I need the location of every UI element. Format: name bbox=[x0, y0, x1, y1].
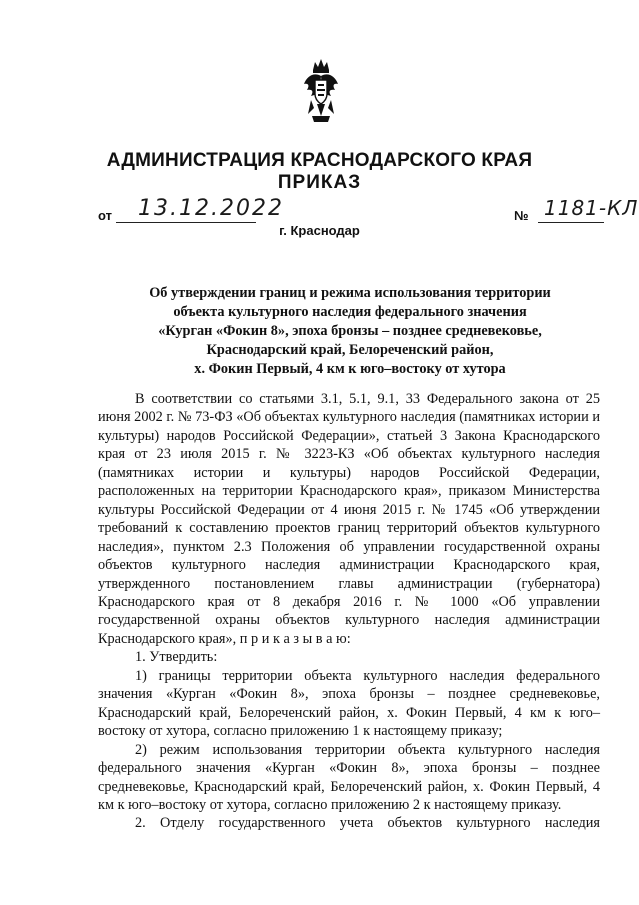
number-underline bbox=[538, 222, 604, 223]
title-line: Краснодарский край, Белореченский район, bbox=[206, 342, 494, 358]
date-prefix: от bbox=[98, 208, 112, 223]
clause-1-1: 1) границы территории объекта культурного наследия федерального значения «Курган «Фокин 8», эпоха бронзы – позднее средневековье, Краснодарский край, Белореченский район, х. Фокин Первый, 4 км к юго–востоку от хутора, согласно приложению 1 к настоящему приказу; bbox=[98, 667, 600, 740]
document-body bbox=[98, 390, 600, 833]
title-line: Об утверждении границ и режима использования территории bbox=[149, 285, 551, 301]
title-line: объекта культурного наследия федерального значения bbox=[173, 304, 527, 320]
clause-1-heading: 1. Утвердить: bbox=[135, 649, 218, 666]
handwritten-number: 1181-КЛ bbox=[544, 196, 639, 220]
handwritten-date: 13.12.2022 bbox=[138, 196, 284, 221]
title-line: «Курган «Фокин 8», эпоха бронзы – позднее средневековье, bbox=[158, 323, 542, 339]
organization-name: АДМИНИСТРАЦИЯ КРАСНОДАРСКОГО КРАЯ bbox=[106, 150, 533, 171]
city-line: г. Краснодар bbox=[279, 223, 360, 238]
coat-of-arms-icon bbox=[302, 56, 340, 126]
preamble-paragraph: В соответствии со статьями 3.1, 5.1, 9.1, 33 Федерального закона от 25 июня 2002 г. № 73-ФЗ «Об объектах культурного наследия (памятниках истории и культуры) народов Российской Федерации», статьей 3 Закона Краснодарского края от 23 июля 2015 г. № 3223-КЗ «Об объектах культурного наследия (памятниках истории и культуры) народов Российской Федерации, расположенных на территории Краснодарского края», приказом Министерства культуры Российской Федерации от 4 июня 2015 г. № 1745 «Об утверждении требований к составлению проектов границ территорий объектов культурного наследия», пунктом 2.3 Положения об управлении государственной охраны объектов культурного наследия администрации Краснодарского края, утвержденного постановлением главы администрации (губернатора) Краснодарского края от 8 декабря 2016 г. № 1000 «Об управлении государственной охраны объектов культурного наследия администрации Краснодарского края», п р и к а з ы в а ю: bbox=[98, 391, 600, 647]
number-prefix: № bbox=[514, 208, 529, 223]
document-title bbox=[100, 284, 600, 379]
clause-2: 2. Отделу государственного учета объектов культурного наследия bbox=[135, 815, 600, 832]
document-type: ПРИКАЗ bbox=[277, 172, 362, 193]
clause-1-2: 2) режим использования территории объекта культурного наследия федерального значения «Курган «Фокин 8», эпоха бронзы – позднее средневековье, Краснодарский край, Белореченский район, х. Фокин Первый, 4 км к юго–востоку от хутора, согласно приложению 2 к настоящему приказу. bbox=[98, 741, 600, 813]
title-line: х. Фокин Первый, 4 км к юго–востоку от хутора bbox=[194, 361, 506, 377]
